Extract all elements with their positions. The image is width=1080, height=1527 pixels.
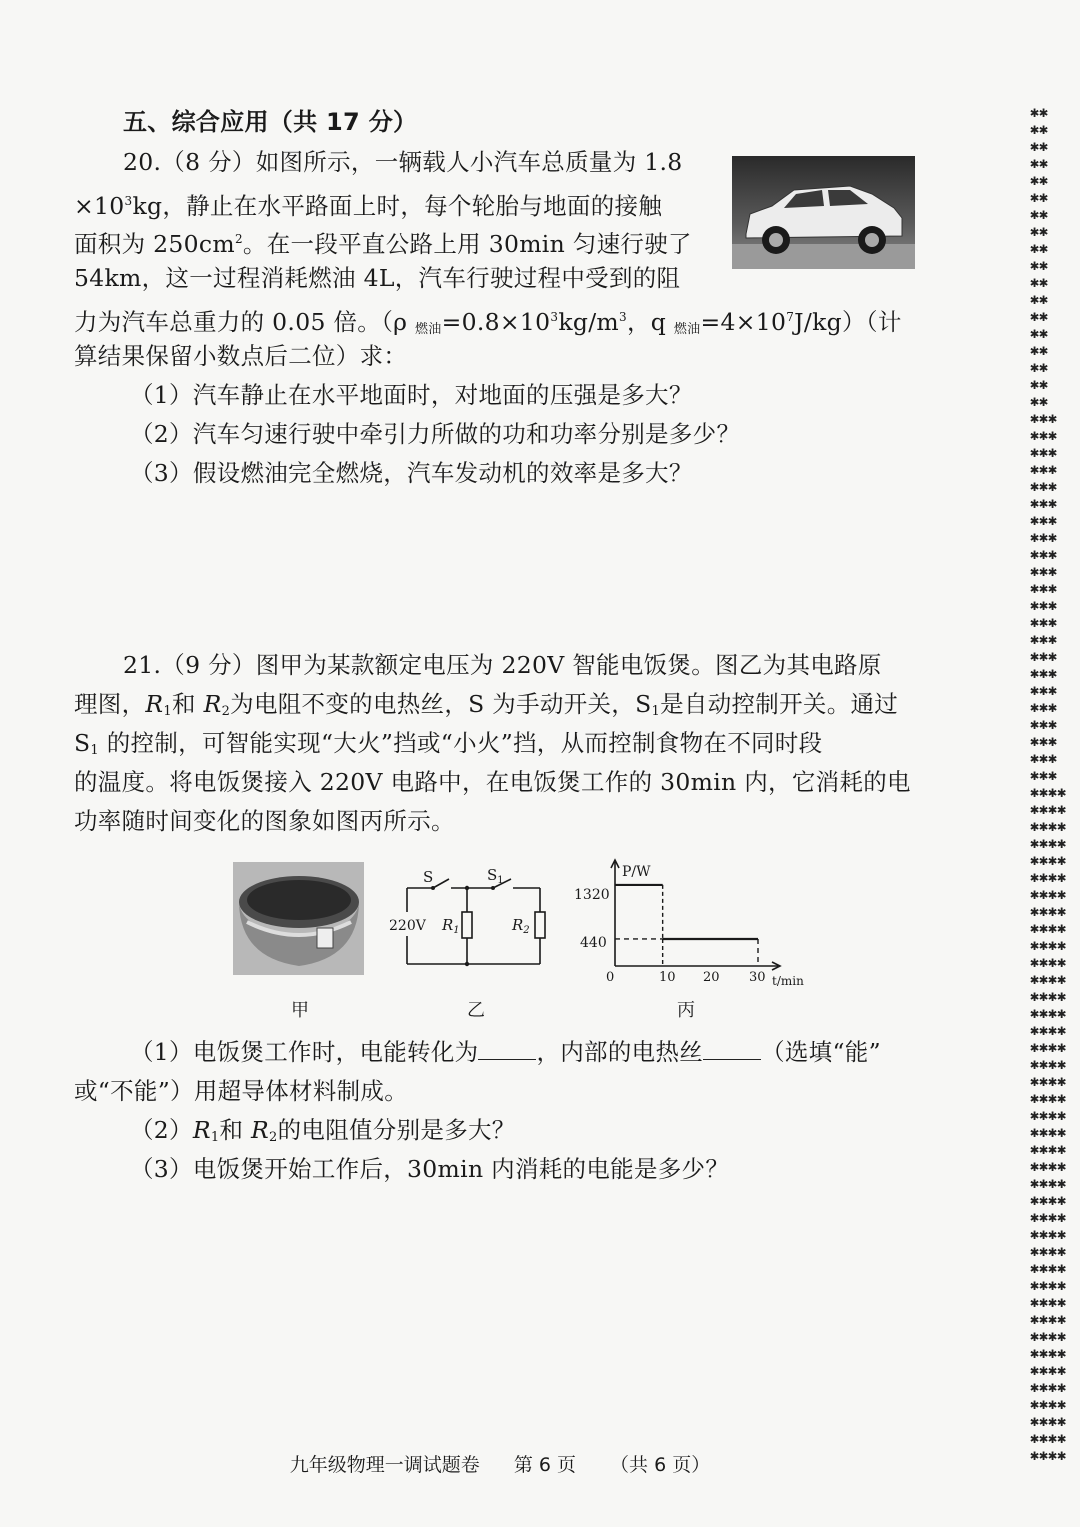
margin-asterisk-border: ✱✱ ✱✱ ✱✱ ✱✱ ✱✱ ✱✱ ✱✱ ✱✱ ✱✱ ✱✱ ✱✱ ✱✱ ✱✱ ✱✱ ✱✱ ✱✱ ✱✱ ✱✱ ✱✱✱ ✱✱✱ ✱✱✱ ✱✱✱ ✱✱✱ ✱✱✱ ✱✱✱ ✱✱✱ ✱✱✱ ✱✱✱ ✱✱✱ ✱✱✱ ✱✱✱ ✱✱✱ ✱✱✱ ✱✱✱ ✱✱✱ ✱✱✱ ✱✱✱ ✱✱✱ ✱✱✱ ✱✱✱ ✱✱✱✱ ✱✱✱✱ ✱✱✱✱ ✱✱✱✱ ✱✱✱✱ ✱✱✱✱ ✱✱✱✱ ✱✱✱✱ ✱✱✱✱ ✱✱✱✱ ✱✱✱✱ ✱✱✱✱ ✱✱✱✱ ✱✱✱✱ ✱✱✱✱ ✱✱✱✱ ✱✱✱✱ ✱✱✱✱ ✱✱✱✱ ✱✱✱✱ ✱✱✱✱ ✱✱✱✱ ✱✱✱✱ ✱✱✱✱ ✱✱✱✱ ✱✱✱✱ ✱✱✱✱ ✱✱✱✱ ✱✱✱✱ ✱✱✱✱ ✱✱✱✱ ✱✱✱✱ ✱✱✱✱ ✱✱✱✱ ✱✱✱✱ ✱✱✱✱ ✱✱✱✱ ✱✱✱✱ ✱✱✱✱ ✱✱✱✱ xyxy=(1030,104,1067,1464)
x-tick-20: 20 xyxy=(703,970,720,985)
x-tick-10: 10 xyxy=(659,970,676,985)
circuit-diagram xyxy=(385,860,560,975)
switch-s-label: S xyxy=(423,868,434,886)
rice-cooker-photo xyxy=(233,862,364,975)
car-photo xyxy=(732,156,915,269)
q21-part-2: $(2)R_1$和 $R_2$的电阻值分别是多大？ xyxy=(130,1116,516,1145)
answer-blank-1[interactable] xyxy=(478,1039,536,1060)
q20-line-3: 面积为 $250cm^2$。在一段平直公路上用 30min 匀速行驶了 xyxy=(74,230,692,258)
q21-part-3: （3）电饭煲开始工作后，30min 内消耗的电能是多少？ xyxy=(130,1155,730,1183)
q20-part-2: （2）汽车匀速行驶中牵引力所做的功和功率分别是多少？ xyxy=(130,420,741,448)
q21-line-3: $S_1$ 的控制，可智能实现“大火”挡或“小火”挡，从而控制食物在不同时段 xyxy=(74,729,823,758)
q21-line-5: 功率随时间变化的图象如图丙所示。 xyxy=(74,807,455,835)
q20-part-1: （1）汽车静止在水平地面时，对地面的压强是多大？ xyxy=(130,381,693,409)
footer-page: 第 6 页 xyxy=(513,1454,576,1476)
q21-line-1: 21.（9 分）图甲为某款额定电压为 220V 智能电饭煲。图乙为其电路原 xyxy=(123,651,882,679)
x-tick-0: 0 xyxy=(606,970,615,985)
y-axis-label: P/W xyxy=(622,864,651,880)
section-title: 五、综合应用（共 17 分） xyxy=(123,108,418,136)
y-tick-1320: 1320 xyxy=(574,887,610,903)
q20-line-6: 算结果保留小数点后二位）求： xyxy=(74,342,408,370)
voltage-label: 220V xyxy=(389,918,426,934)
q21-part-1: （1）电饭煲工作时，电能转化为 ，内部的电热丝 （选填“能” xyxy=(130,1038,881,1066)
switch-s1-label: $S_1$ xyxy=(487,866,504,886)
q20-line-4: 54km，这一过程消耗燃油 4L，汽车行驶过程中受到的阻 xyxy=(74,264,681,292)
figure-label-jia: 甲 xyxy=(291,1000,309,1021)
q20-part-3: （3）假设燃油完全燃烧，汽车发动机的效率是多大？ xyxy=(130,459,693,487)
r2-label: $R_2$ xyxy=(512,916,530,936)
y-tick-440: 440 xyxy=(580,935,607,951)
q20-line-1: 20.（8 分）如图所示，一辆载人小汽车总质量为 1.8 xyxy=(123,148,683,176)
r1-label: $R_1$ xyxy=(442,916,460,936)
q21-line-2: 理图，$R_1$和 $R_2$为电阻不变的电热丝，S 为手动开关，$S_1$是自动控制开关。通过 xyxy=(74,690,899,719)
x-axis-label: t/min xyxy=(772,974,804,988)
footer-total: （共 6 页） xyxy=(610,1454,711,1476)
q20-line-5: 力为汽车总重力的 0.05 倍。（ρ $_{燃油}=0.8\times 10^3kg/m^3$，q $_{燃油}=4\times 10^7J/kg$）（计 xyxy=(74,308,902,337)
figure-label-bing: 丙 xyxy=(677,1000,695,1021)
footer-title: 九年级物理一调试题卷 xyxy=(289,1454,480,1476)
power-time-chart xyxy=(568,856,818,991)
answer-blank-2[interactable] xyxy=(703,1039,761,1060)
q21-line-4: 的温度。将电饭煲接入 220V 电路中，在电饭煲工作的 30min 内，它消耗的电 xyxy=(74,768,911,796)
q20-line-2: $\times 10^3kg$，静止在水平路面上时，每个轮胎与地面的接触 xyxy=(74,192,663,220)
figure-label-yi: 乙 xyxy=(467,1000,485,1021)
x-tick-30: 30 xyxy=(749,970,766,985)
q21-part-1-cont: 或“不能”）用超导体材料制成。 xyxy=(74,1077,409,1105)
page-footer xyxy=(0,1450,1000,1477)
